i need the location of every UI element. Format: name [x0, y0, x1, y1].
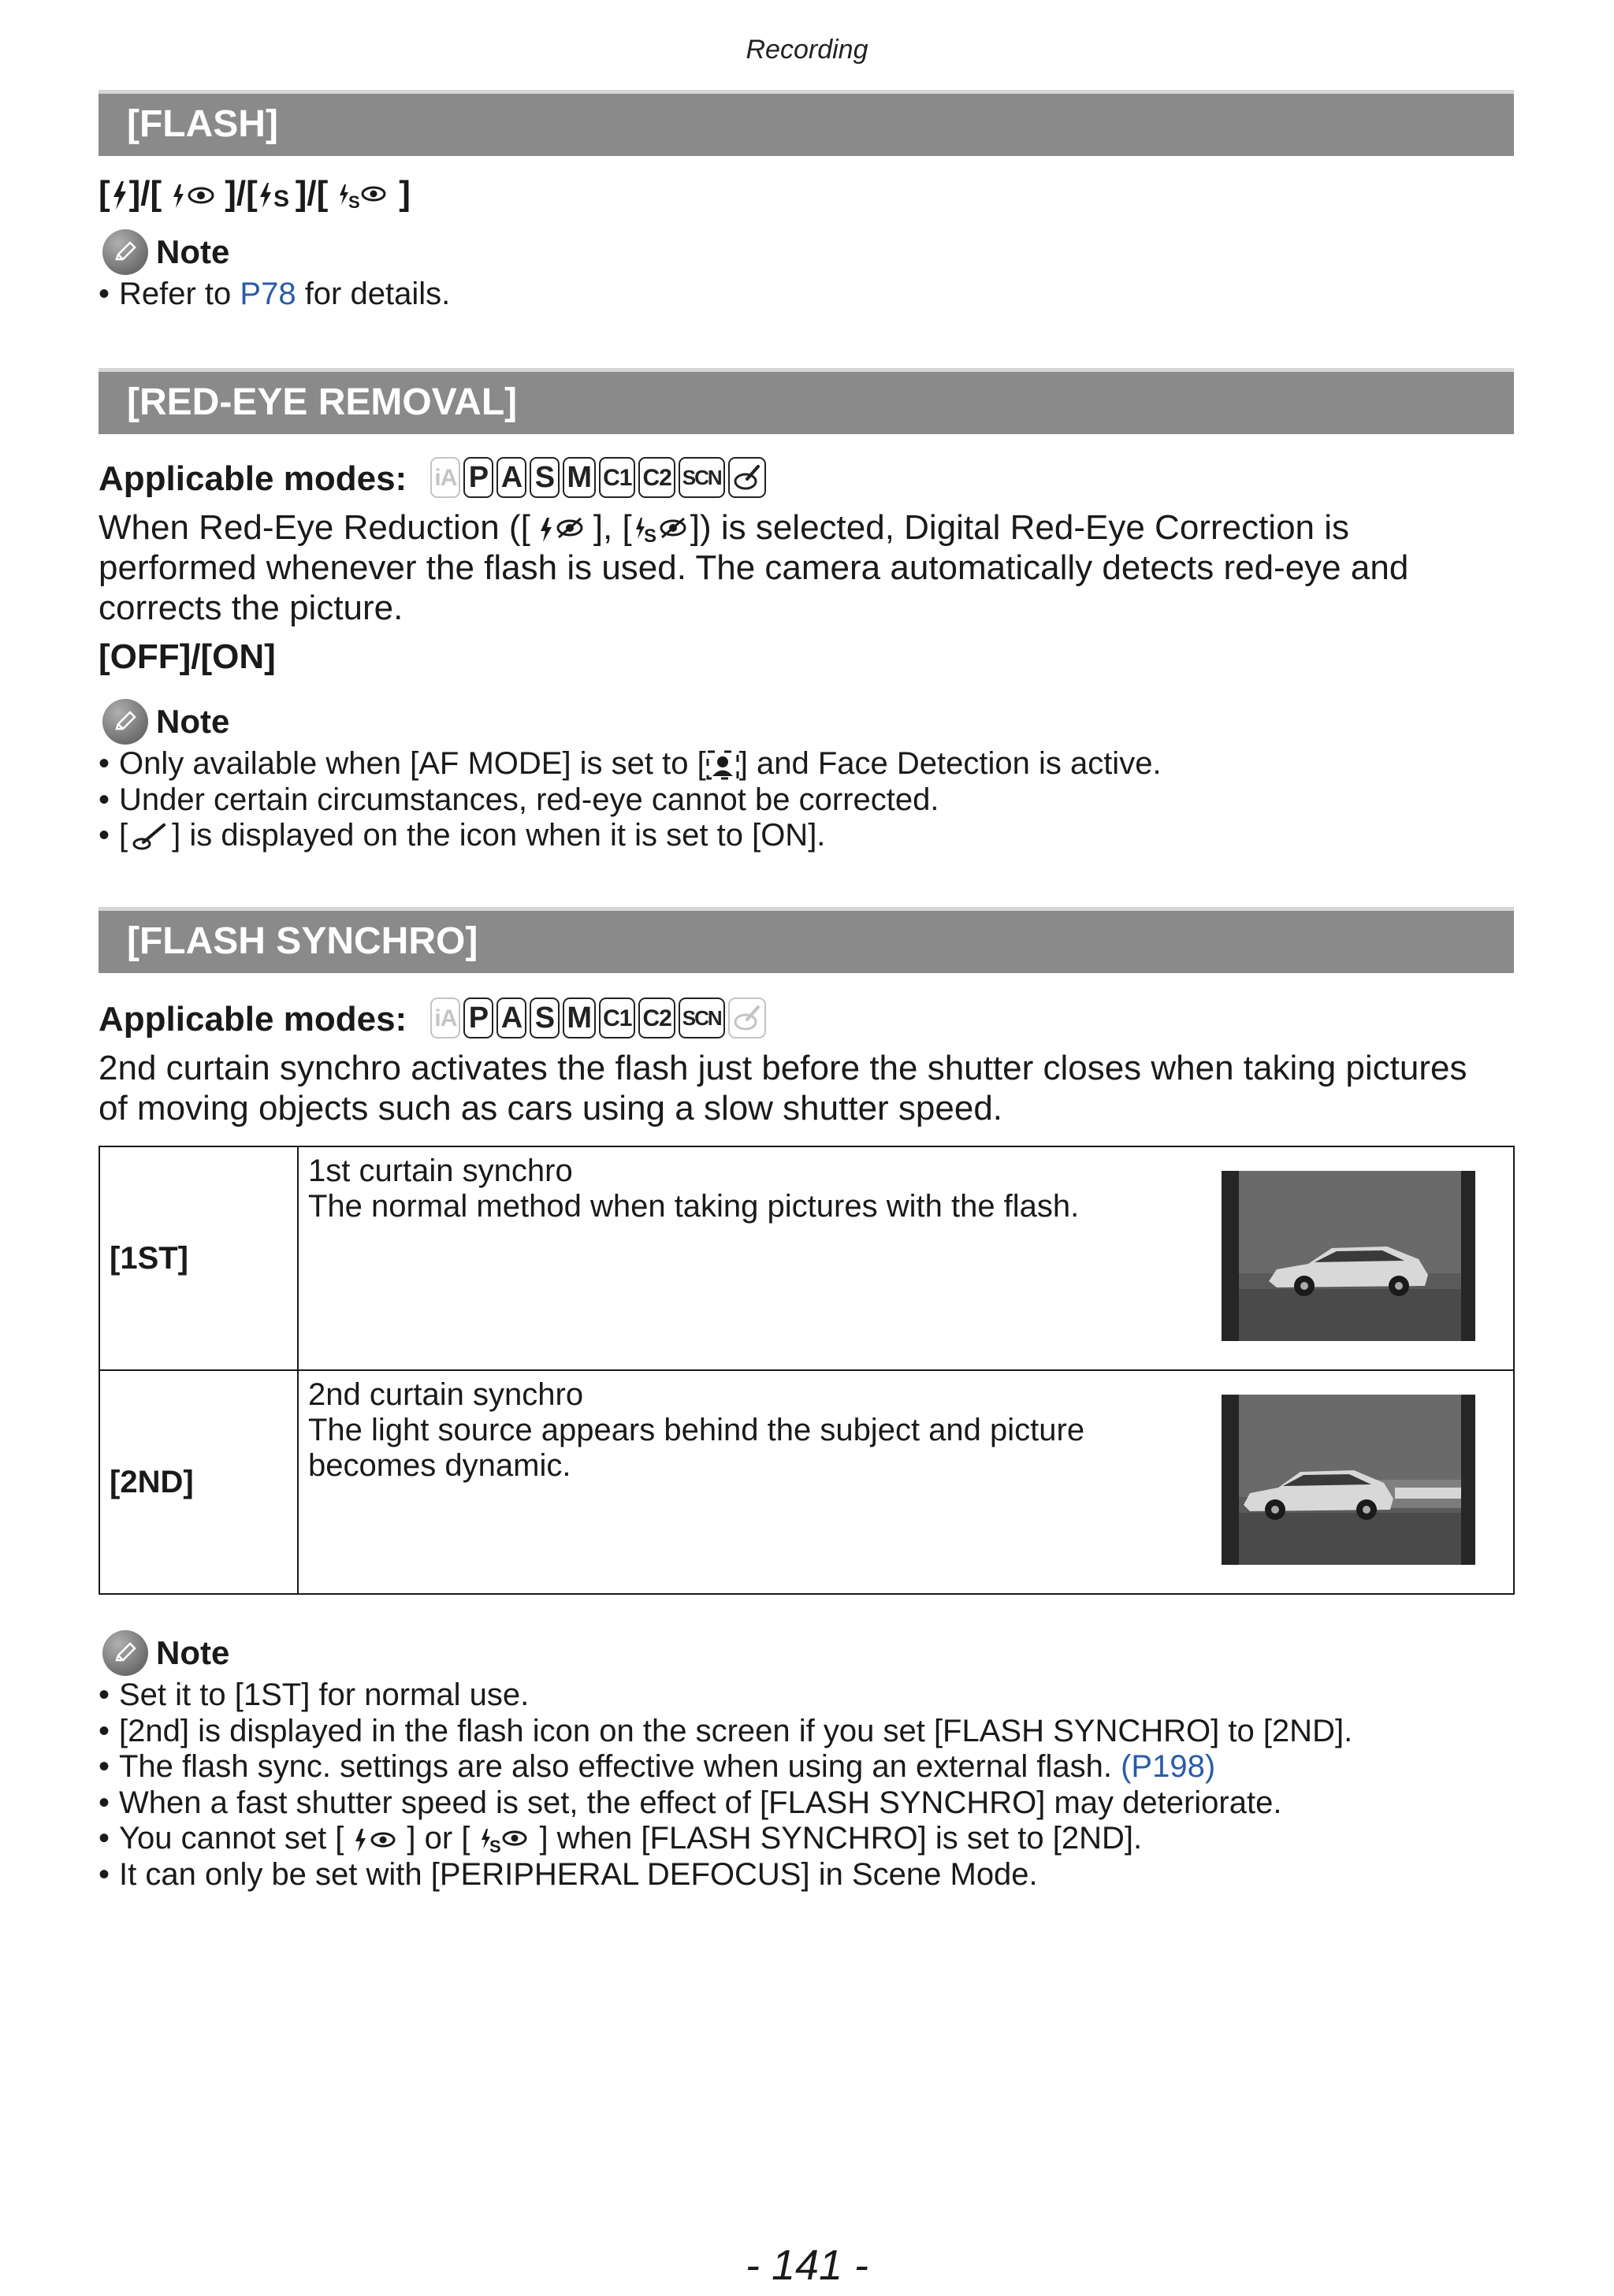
mode-c2-icon: C2 [638, 998, 675, 1038]
flash-synchro-description [99, 1048, 1467, 1128]
table-row [99, 1370, 1514, 1594]
row-title: 2nd curtain synchro [308, 1377, 584, 1412]
flash-red-eye-icon [538, 514, 586, 545]
note-text: ] when [FLASH SYNCHRO] is set to [2ND]. [539, 1821, 1143, 1856]
page-link-p198[interactable]: (P198) [1121, 1749, 1216, 1784]
note-text: You cannot set [ [119, 1821, 344, 1856]
note-text: [ [119, 818, 128, 853]
note-heading [102, 1629, 229, 1677]
desc-text: When Red-Eye Reduction ([ [99, 508, 530, 547]
mode-icons [430, 457, 765, 498]
applicable-modes-label: Applicable modes: [99, 1000, 407, 1038]
desc-text: performed whenever the flash is used. The camera automatically detects red-eye and [99, 548, 1409, 587]
note-text: Refer to [119, 277, 240, 311]
note-pencil-icon [102, 699, 148, 745]
row-text: The light source appears behind the subject and picture [308, 1413, 1085, 1447]
svg-text:S: S [643, 526, 656, 546]
note-text: ] is displayed on the icon when it is set to [ON]. [172, 818, 826, 853]
mode-m-icon: M [563, 998, 596, 1038]
red-eye-notes [99, 746, 1162, 854]
mode-scn-icon: SCN [679, 457, 725, 498]
bracket-sep-1: ]/[ [128, 174, 162, 213]
list-item [99, 1821, 1352, 1857]
svg-text:S: S [348, 192, 360, 212]
note-text: ] and Face Detection is active. [738, 746, 1162, 781]
mode-c2-icon: C2 [638, 457, 675, 498]
note-text: for details. [296, 277, 451, 311]
flash-slow-sync-red-eye-icon [337, 180, 389, 211]
bracket-sep-3: ]/[ [295, 174, 329, 213]
mode-a-icon: A [496, 998, 526, 1038]
note-heading [102, 698, 229, 745]
running-head: Recording [746, 35, 868, 65]
section-title-flash-synchro: [FLASH SYNCHRO] [99, 907, 1514, 973]
mode-icons [430, 998, 765, 1038]
mode-m-icon: M [563, 457, 596, 498]
row-text: The normal method when taking pictures with the flash. [308, 1189, 1080, 1224]
mode-s-icon: S [530, 998, 560, 1038]
red-eye-applicable-modes [99, 459, 766, 501]
note-text: Only available when [AF MODE] is set to [ [119, 746, 706, 781]
bracket-open: [ [99, 174, 110, 213]
note-label: Note [156, 1634, 230, 1671]
list-item: • When a fast shutter speed is set, the effect of [FLASH SYNCHRO] may deteriorate. [99, 1785, 1352, 1822]
flash-slow-sync-red-eye-icon [479, 1825, 530, 1855]
note-text: ] or [ [407, 1821, 470, 1856]
section-title-red-eye-removal: [RED-EYE REMOVAL] [99, 368, 1514, 434]
flash-options [99, 172, 411, 216]
flash-red-eye-icon [353, 1825, 397, 1855]
mode-c1-icon: C1 [599, 457, 635, 498]
desc-text: of moving objects such as cars using a slow shutter speed. [99, 1089, 1003, 1128]
svg-text:S: S [273, 186, 289, 212]
flash-notes [99, 277, 450, 313]
mode-creative-icon [728, 457, 766, 498]
list-item: • Set it to [1ST] for normal use. [99, 1677, 1352, 1714]
list-item [99, 277, 450, 313]
note-pencil-icon [102, 1630, 148, 1676]
bracket-sep-2: ]/[ [225, 174, 258, 213]
list-item: • It can only be set with [PERIPHERAL DEFOCUS] in Scene Mode. [99, 1857, 1352, 1893]
red-eye-description [99, 507, 1408, 628]
flash-synchro-applicable-modes [99, 999, 766, 1042]
red-eye-correction-icon [131, 822, 169, 852]
row-label: [1ST] [99, 1146, 298, 1370]
flash-slow-sync-icon [258, 180, 296, 211]
mode-s-icon: S [530, 457, 560, 498]
svg-text:S: S [489, 1837, 502, 1856]
flash-on-icon [110, 180, 129, 211]
page-link-p78[interactable]: P78 [240, 277, 296, 311]
row-text: becomes dynamic. [308, 1448, 571, 1483]
flash-slow-sync-red-eye-icon [634, 514, 689, 545]
face-detection-icon [706, 750, 739, 780]
desc-text: corrects the picture. [99, 589, 404, 627]
note-label: Note [156, 233, 230, 270]
mode-scn-icon: SCN [679, 998, 725, 1038]
second-curtain-car-photo [1222, 1395, 1475, 1565]
red-eye-options: [OFF]/[ON] [99, 637, 276, 676]
bracket-close: ] [399, 174, 411, 213]
mode-p-icon: P [463, 457, 493, 498]
list-item [99, 746, 1162, 782]
mode-ia-icon: iA [430, 457, 460, 498]
first-curtain-car-photo [1222, 1171, 1475, 1341]
table-row [99, 1146, 1514, 1370]
list-item [99, 1749, 1352, 1785]
mode-c1-icon: C1 [599, 998, 635, 1038]
applicable-modes-label: Applicable modes: [99, 459, 407, 498]
flash-synchro-table [99, 1146, 1515, 1595]
note-text: The flash sync. settings are also effective when using an external flash. [119, 1749, 1121, 1784]
desc-text: ]) is selected, Digital Red-Eye Correction is [690, 508, 1350, 547]
row-description [298, 1146, 1514, 1370]
note-heading [102, 228, 229, 276]
desc-text: 2nd curtain synchro activates the flash just before the shutter closes when taking pictures [99, 1049, 1467, 1087]
desc-text: ], [ [593, 508, 632, 547]
note-label: Note [156, 703, 230, 740]
section-title-flash: [FLASH] [99, 90, 1514, 156]
note-pencil-icon [102, 229, 148, 275]
row-description [298, 1370, 1514, 1594]
list-item: • Under certain circumstances, red-eye cannot be corrected. [99, 782, 1162, 819]
mode-a-icon: A [496, 457, 526, 498]
mode-p-icon: P [463, 998, 493, 1038]
row-title: 1st curtain synchro [308, 1154, 573, 1188]
list-item [99, 818, 1162, 854]
list-item: • [2nd] is displayed in the flash icon on the screen if you set [FLASH SYNCHRO] to [2ND]. [99, 1714, 1352, 1750]
flash-red-eye-icon [171, 180, 215, 211]
page-number: - 141 - [745, 2242, 869, 2289]
row-label: [2ND] [99, 1370, 298, 1594]
flash-synchro-notes [99, 1677, 1352, 1893]
mode-creative-icon [728, 998, 766, 1038]
mode-ia-icon: iA [430, 998, 460, 1038]
